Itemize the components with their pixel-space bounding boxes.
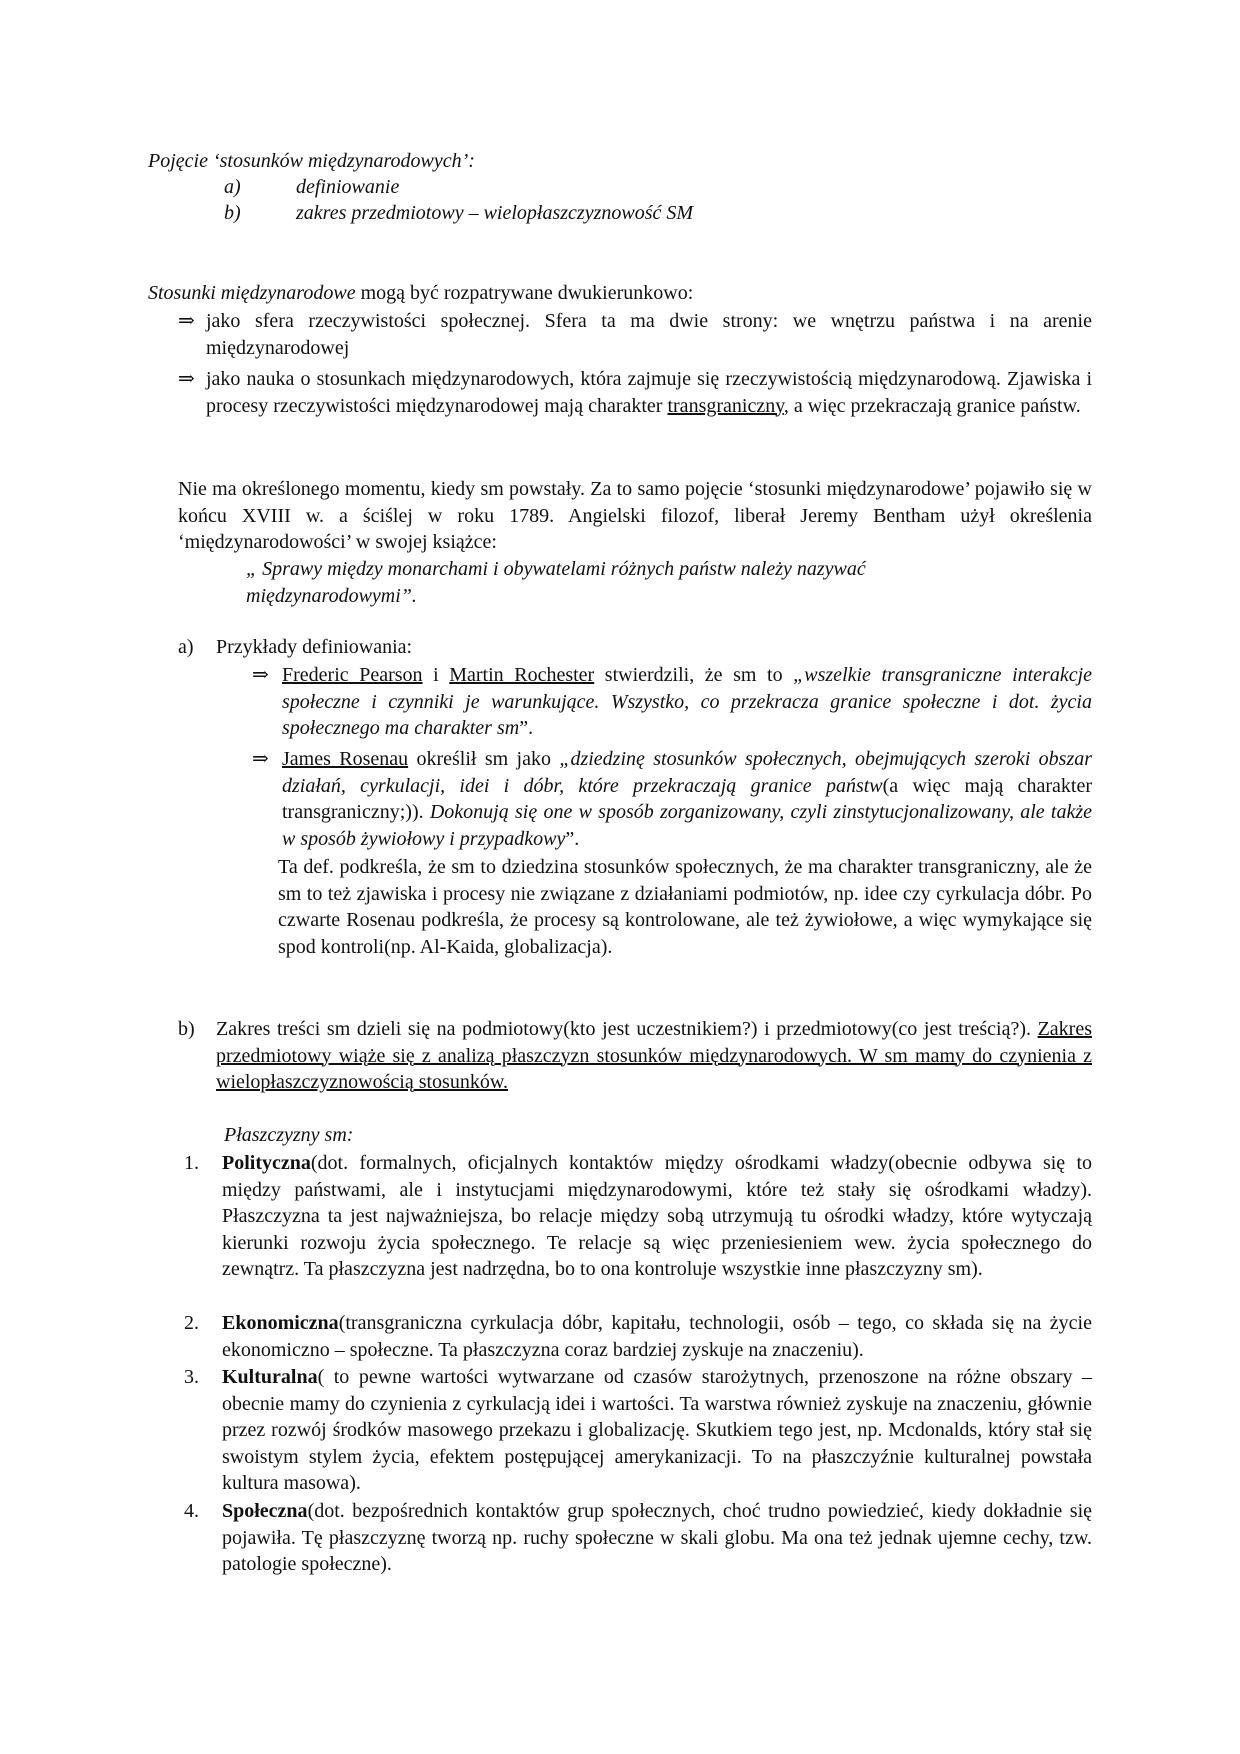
plane-2-number: 2. <box>184 1312 199 1334</box>
plane-3-number: 3. <box>184 1366 199 1388</box>
header-item-a-text: definiowanie <box>296 176 400 198</box>
plane-2-name: Ekonomiczna <box>222 1312 339 1334</box>
plane-3-text: ( to pewne wartości wytwarzane od czasów starożytnych, przenoszone na różne obszary – obecnie mamy do czynienia z cyrkulacją idei i wartości. Ta warstwa również zyskuje na znaczeniu, głównie przez rozwój środków masowego przekazu i globalizację. Skutkiem tego jest, np. Mcdonalds, który stał się swoistym stylem życia, efektem postępującej amerykanizacji. To na płaszczyźnie kulturalnej powstała kultura masowa). <box>222 1366 1092 1494</box>
intro-bullet-2-post: , a więc przekraczają granice państw. <box>783 394 1081 417</box>
definition-2-end: ”. <box>565 827 580 850</box>
definition-2-quote-1: „dziedzinę stosunków społecznych, obejmujących szeroki obszar działań, cyrkulacji, idei i dóbr, które przekraczają granice państw <box>282 748 1093 797</box>
plane-3-name: Kulturalna <box>222 1366 318 1388</box>
section-b-letter: b) <box>178 1018 195 1040</box>
arrow-icon: ⇒ <box>252 748 269 770</box>
definition-2-quote-2: Dokonują się one w sposób zorganizowany, czyli zinstytucjonalizowany, ale także w sposób żywiołowy i przypadkowy <box>282 801 1092 850</box>
arrow-icon: ⇒ <box>178 368 195 390</box>
definition-1-quote: „wszelkie transgraniczne interakcje społeczne i czynniki je warunkujące. Wszystko, co przekracza granice społeczne i dot. życia społecznego ma charakter sm <box>282 664 1093 739</box>
intro-bullet-2 <box>206 366 1092 419</box>
author-rosenau: James Rosenau <box>282 748 409 770</box>
intro-lead-rest: mogą być rozpatrywane dwukierunkowo: <box>355 282 694 304</box>
plane-3-cultural <box>222 1364 1092 1497</box>
definition-rosenau <box>282 746 1092 852</box>
history-paragraph: Nie ma określonego momentu, kiedy sm powstały. Za to samo pojęcie ‘stosunki międzynarodowe’ pojawiło się w końcu XVIII w. a ściślej w roku 1789. Angielski filozof, liberał Jeremy Bentham użył określenia ‘międzynarodowości’ w swojej książce: <box>178 478 1092 553</box>
intro-bullet-2-pre: jako nauka o stosunkach międzynarodowych, która zajmuje się rzeczywistością międzynarodową. Zjawiska i procesy rzeczywistości międzynarodowej mają charakter <box>206 368 1092 417</box>
page-title: Pojęcie ‘stosunków międzynarodowych’: <box>148 150 475 172</box>
author-pearson: Frederic Pearson <box>282 664 423 686</box>
intro-lead-term: Stosunki międzynarodowe <box>148 282 356 304</box>
plane-2-economic <box>222 1310 1092 1363</box>
section-a-letter: a) <box>178 636 194 658</box>
section-b-underlined: Zakres przedmiotowy wiąże się z analizą płaszczyzn stosunków międzynarodowych. W sm mamy do czynienia z wielopłaszczyznowością stosunków. <box>216 1018 1092 1093</box>
term-transgraniczny: transgraniczny <box>667 394 784 417</box>
section-a-heading: Przykłady definiowania: <box>216 636 413 658</box>
definition-1-end: ”. <box>519 717 534 739</box>
section-b-paragraph <box>216 1016 1092 1096</box>
definition-1-conjunction: i <box>422 664 450 686</box>
header-item-b-text: zakres przedmiotowy – wielopłaszczyznowość SM <box>296 202 694 224</box>
arrow-icon: ⇒ <box>178 310 195 332</box>
header-item-b-letter: b) <box>224 202 241 224</box>
history-quote: „ Sprawy między monarchami i obywatelami różnych państw należy nazywać międzynarodowymi”. <box>246 558 866 607</box>
arrow-icon: ⇒ <box>252 664 269 686</box>
definition-2-mid: określił sm jako <box>408 748 560 770</box>
plane-1-number: 1. <box>184 1152 199 1174</box>
plane-1-political <box>222 1150 1092 1283</box>
definition-pearson-rochester <box>282 662 1092 742</box>
intro-bullet-1: jako sfera rzeczywistości społecznej. Sfera ta ma dwie strony: we wnętrzu państwa i na arenie międzynarodowej <box>206 310 1092 359</box>
definition-commentary: Ta def. podkreśla, że sm to dziedzina stosunków społecznych, że ma charakter transgraniczny, ale że sm to też zjawiska i procesy nie związane z działaniami podmiotów, np. idee czy cyrkulacja dóbr. Po czwarte Rosenau podkreśla, że procesy są kontrolowane, ale też żywiołowe, a więc wymykające się spod kontroli(np. Al-Kaida, globalizacja). <box>278 856 1092 958</box>
header-item-a-letter: a) <box>224 176 241 198</box>
definition-2-paren: (a więc mają charakter transgraniczny;)). <box>282 774 1092 823</box>
intro-lead <box>148 280 693 307</box>
plane-4-text: (dot. bezpośrednich kontaktów grup społecznych, choć trudno powiedzieć, kiedy dokładnie się pojawiła. Tę płaszczyznę tworzą np. ruchy społeczne w skali globu. Ma ona też jednak ujemne cechy, tzw. patologie społeczne). <box>222 1500 1092 1575</box>
plane-4-name: Społeczna <box>222 1500 308 1522</box>
author-rochester: Martin Rochester <box>449 664 595 686</box>
plane-2-text: (transgraniczna cyrkulacja dóbr, kapitału, technologii, osób – tego, co składa się na życie ekonomiczno – społeczne. Ta płaszczyzna coraz bardziej zyskuje na znaczeniu). <box>222 1312 1092 1361</box>
planes-heading: Płaszczyzny sm: <box>224 1124 354 1146</box>
plane-1-name: Polityczna <box>222 1152 311 1174</box>
plane-4-social <box>222 1498 1092 1578</box>
plane-4-number: 4. <box>184 1500 199 1522</box>
plane-1-text: (dot. formalnych, oficjalnych kontaktów między ośrodkami władzy(obecnie odbywa się to między państwami, ale i instytucjami międzynarodowymi, które też stały się ośrodkami władzy). Płaszczyzna ta jest najważniejsza, bo relacje między sobą utrzymują tu ośrodki władzy, które wytyczają kierunki rozwoju życia społecznego. Te relacje są więc przeniesieniem wew. życia społecznego do zewnątrz. Ta płaszczyzna jest nadrzędna, bo to ona kontroluje wszystkie inne płaszczyzny sm). <box>222 1152 1092 1280</box>
definition-1-mid: stwierdzili, że sm to <box>594 664 794 686</box>
section-b-text: Zakres treści sm dzieli się na podmiotowy(kto jest uczestnikiem?) i przedmiotowy(co jest treścią?). <box>216 1018 1038 1040</box>
